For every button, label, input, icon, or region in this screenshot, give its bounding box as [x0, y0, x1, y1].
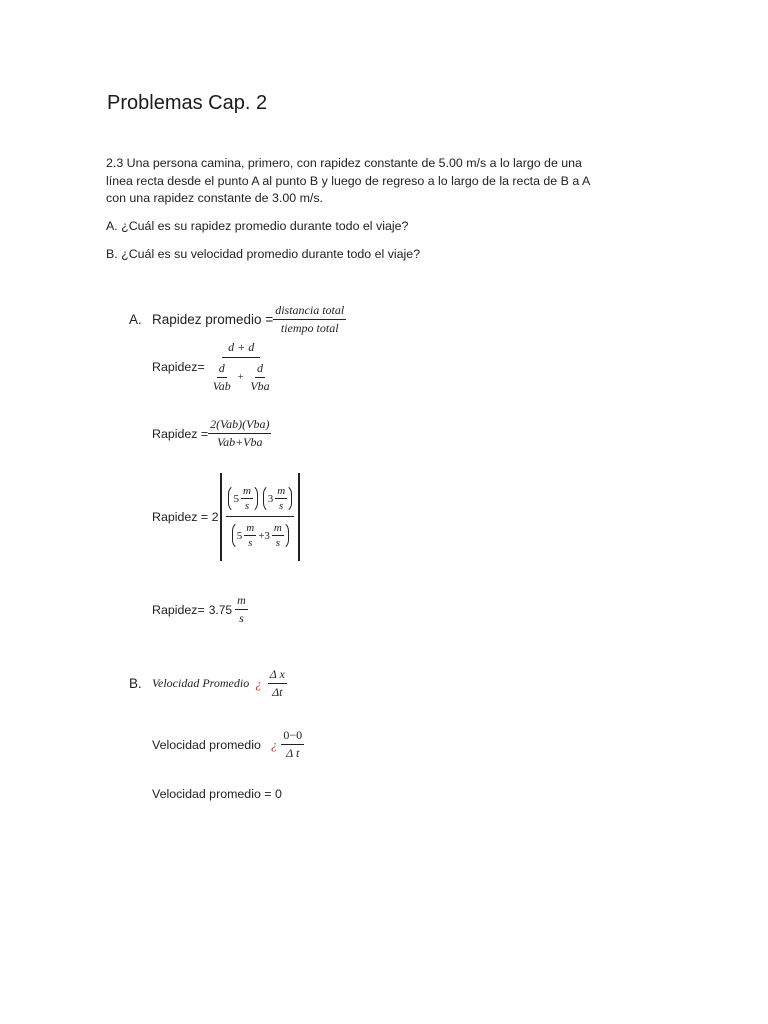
equation-3: [152, 417, 271, 450]
velocidad-promedio-label-2: Velocidad promedio: [152, 737, 261, 752]
question-a: A. ¿Cuál es su rapidez promedio durante todo el viaje?: [106, 219, 409, 233]
missing-glyph-icon-2: ¿: [270, 736, 278, 752]
rapidez-promedio-label: Rapidez promedio =: [152, 312, 274, 327]
problem-statement: [106, 155, 590, 208]
velocidad-promedio-result: Velocidad promedio = 0: [152, 787, 282, 801]
distance-over-time-fraction: $\frac{\text{distancia total}}{\text{tiempo total}}$: [275, 303, 345, 335]
equation-2: [152, 340, 274, 394]
problem-line-1: 2.3 Una persona camina, primero, con rapidez constante de 5.00 m/s a lo largo de una: [106, 156, 582, 170]
page-title: Problemas Cap. 2: [107, 92, 268, 114]
eq4-fraction: 5 $\frac{m}{s}$ 3 $\frac{m}{s}$ 5 $\frac{m}{s}$ +3 $\frac{m}{s}$: [226, 475, 294, 559]
eq5-label: Rapidez=: [152, 602, 205, 617]
problem-line-2: línea recta desde el punto A al punto B y luego de regreso a lo largo de la recta de B a A: [106, 173, 591, 188]
solution-b-marker: B.: [129, 676, 142, 691]
problem-line-3: con una rapidez constante de 3.00 m/s.: [106, 191, 323, 205]
eq2-label: Rapidez=: [152, 360, 205, 374]
question-b: B. ¿Cuál es su velocidad promedio durante todo el viaje?: [106, 247, 421, 261]
eq3-fraction: $\frac{\text{2(Vab)(Vba)}}{\text{Vab+Vba}}$: [210, 417, 270, 449]
eq4-label: Rapidez = 2: [152, 510, 219, 524]
eq5-value: 3.75: [208, 602, 233, 617]
eq2-fraction: d + d $\frac{d}{\text{Vab}}$ + $\frac{d}{\text{Vba}}$: [212, 340, 270, 393]
missing-glyph-icon: ¿: [255, 675, 262, 691]
equation-5: [152, 593, 248, 626]
delta-x-over-delta-t-fraction: $\frac{\text{Δ x}}{\Delta t}$: [269, 667, 285, 699]
zero-over-delta-t-fraction: $\frac{0-0}{\text{Δ t}}$: [283, 728, 303, 760]
eq4-bracket: [220, 473, 300, 561]
velocidad-promedio-label: Velocidad Promedio: [152, 676, 250, 690]
eq5-unit-fraction: $\frac{m}{s}$: [237, 593, 246, 625]
equation-4: [152, 473, 300, 561]
eq3-label: Rapidez =: [152, 426, 209, 441]
solution-b-line-2: [152, 728, 304, 761]
solution-a-line-1: [129, 303, 346, 336]
solution-a-marker: A.: [129, 312, 142, 327]
solution-b-line-1: [129, 667, 287, 700]
